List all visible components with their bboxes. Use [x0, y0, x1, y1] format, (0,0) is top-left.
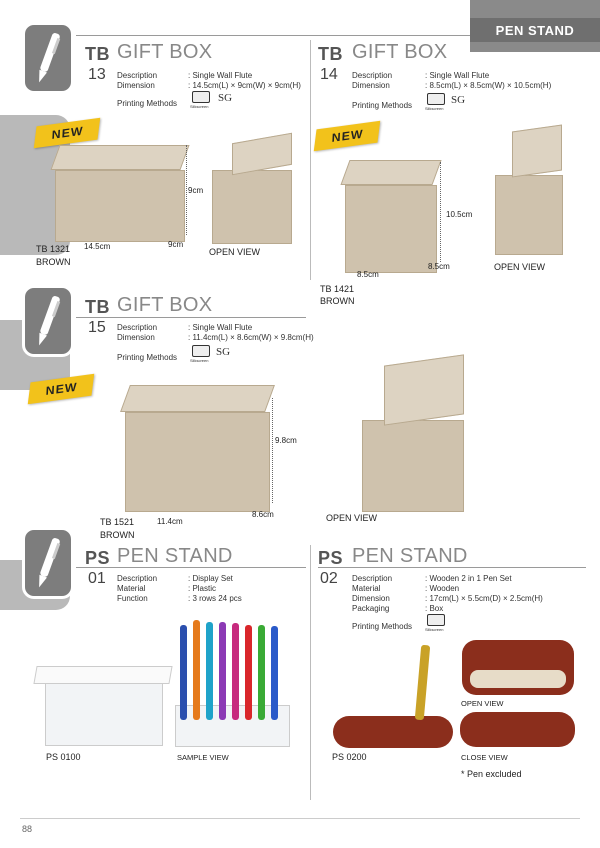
pen-icon: [22, 285, 74, 357]
packaging-value: : Box: [425, 604, 444, 613]
length-dim: 8.5cm: [357, 270, 379, 279]
closed-box-image: [125, 412, 270, 512]
product-number: 15: [88, 319, 106, 336]
height-dim: 9.8cm: [275, 436, 297, 445]
material-value: : Plastic: [188, 584, 217, 593]
open-view-label: OPEN VIEW: [326, 513, 378, 523]
desc-label: Description: [117, 323, 158, 332]
silkscreen-icon: [192, 345, 210, 357]
silkscreen-label: Silkscreen: [190, 104, 209, 109]
product-code: TB: [318, 44, 343, 64]
product-title: PEN STAND: [352, 545, 468, 567]
acrylic-stand-top: [33, 666, 172, 684]
pen-icon: [22, 527, 74, 599]
silkscreen-icon: [192, 91, 210, 103]
product-title: GIFT BOX: [117, 294, 213, 316]
column-divider: [310, 545, 311, 800]
sg-label: SG: [218, 92, 233, 104]
open-box-lid: [232, 133, 292, 176]
closed-box-image: [345, 185, 437, 273]
pen-navy: [271, 626, 278, 720]
pen-magenta: [232, 623, 239, 720]
desc-value: : Single Wall Flute: [425, 71, 490, 80]
pen-icon: [22, 22, 74, 94]
packaging-label: Packaging: [352, 604, 390, 613]
silkscreen-icon: [427, 93, 445, 105]
dim-value: : 14.5cm(L) × 9cm(W) × 9cm(H): [188, 81, 301, 90]
product-code: TB: [85, 297, 110, 317]
closed-case-image: [460, 712, 575, 747]
product-code: PS: [85, 548, 111, 568]
open-box-image: [495, 175, 563, 255]
model-code: TB 1321: [36, 244, 71, 254]
sample-view-label: SAMPLE VIEW: [177, 753, 229, 762]
material-label: Material: [117, 584, 146, 593]
divider: [318, 35, 470, 36]
dim-line: [272, 398, 273, 503]
product-title: GIFT BOX: [117, 41, 213, 63]
open-box-image: [212, 170, 292, 244]
pen-purple: [219, 622, 226, 720]
print-label: Printing Methods: [117, 99, 178, 108]
box-top: [120, 385, 275, 412]
desc-value: : Display Set: [188, 574, 233, 583]
dim-label: Dimension: [352, 594, 390, 603]
silkscreen-label: Silkscreen: [425, 106, 444, 111]
width-dim: 8.6cm: [252, 510, 274, 519]
desc-label: Description: [352, 574, 393, 583]
dim-label: Dimension: [117, 81, 155, 90]
page-number: 88: [22, 824, 33, 834]
width-dim: 9cm: [168, 240, 184, 249]
divider: [76, 317, 306, 318]
new-badge: NEW: [34, 118, 100, 148]
pen-red: [245, 625, 252, 720]
product-number: 02: [320, 570, 338, 587]
box-top: [50, 145, 189, 170]
length-dim: 14.5cm: [84, 242, 111, 251]
model-code: PS 0100: [46, 752, 81, 762]
header-banner-label: PEN STAND: [470, 18, 600, 42]
dim-value: : 8.5cm(L) × 8.5cm(W) × 10.5cm(H): [425, 81, 552, 90]
silkscreen-icon: [427, 614, 445, 626]
silkscreen-label: Silkscreen: [425, 627, 444, 632]
open-view-label: OPEN VIEW: [461, 699, 504, 708]
sg-label: SG: [216, 346, 231, 358]
pen-excluded-note: * Pen excluded: [461, 769, 522, 779]
model-code: PS 0200: [332, 752, 367, 762]
product-title: GIFT BOX: [352, 41, 448, 63]
pen-cyan: [206, 622, 213, 720]
height-dim: 10.5cm: [446, 210, 473, 219]
desc-label: Description: [117, 71, 158, 80]
model-color: BROWN: [36, 257, 71, 267]
dim-label: Dimension: [352, 81, 390, 90]
open-box-lid: [384, 354, 464, 425]
box-top: [340, 160, 441, 185]
height-dim: 9cm: [188, 186, 204, 195]
sg-label: SG: [451, 94, 466, 106]
print-label: Printing Methods: [352, 622, 413, 631]
new-badge: NEW: [28, 374, 94, 404]
new-badge: NEW: [314, 121, 380, 151]
dim-line: [186, 145, 187, 235]
product-number: 13: [88, 66, 106, 83]
pen-blue: [180, 625, 187, 720]
desc-value: : Wooden 2 in 1 Pen Set: [425, 574, 512, 583]
print-label: Printing Methods: [117, 353, 178, 362]
open-case-interior: [470, 670, 566, 688]
pen-orange: [193, 620, 200, 720]
model-code: TB 1521: [100, 517, 135, 527]
function-label: Function: [117, 594, 148, 603]
print-label: Printing Methods: [352, 101, 413, 110]
open-box-image: [362, 420, 464, 512]
desc-value: : Single Wall Flute: [188, 323, 253, 332]
model-code: TB 1421: [320, 284, 355, 294]
model-color: BROWN: [100, 530, 135, 540]
product-title: PEN STAND: [117, 545, 233, 567]
closed-box-image: [55, 170, 185, 242]
function-value: : 3 rows 24 pcs: [188, 594, 242, 603]
open-box-lid: [512, 124, 562, 177]
wooden-stand-image: [333, 716, 453, 748]
column-divider: [310, 40, 311, 280]
desc-label: Description: [352, 71, 393, 80]
desc-value: : Single Wall Flute: [188, 71, 253, 80]
dim-value: : 17cm(L) × 5.5cm(D) × 2.5cm(H): [425, 594, 543, 603]
close-view-label: CLOSE VIEW: [461, 753, 508, 762]
material-label: Material: [352, 584, 381, 593]
dim-line: [440, 162, 441, 262]
pen-green: [258, 625, 265, 720]
material-value: : Wooden: [425, 584, 460, 593]
product-code: TB: [85, 44, 110, 64]
product-number: 14: [320, 66, 338, 83]
dim-label: Dimension: [117, 333, 155, 342]
silkscreen-label: Silkscreen: [190, 358, 209, 363]
model-color: BROWN: [320, 296, 355, 306]
open-view-label: OPEN VIEW: [494, 262, 546, 272]
width-dim: 8.5cm: [428, 262, 450, 271]
gold-pen-image: [415, 645, 431, 720]
dim-value: : 11.4cm(L) × 8.6cm(W) × 9.8cm(H): [188, 333, 314, 342]
desc-label: Description: [117, 574, 158, 583]
footer-divider: [20, 818, 580, 819]
product-number: 01: [88, 570, 106, 587]
open-view-label: OPEN VIEW: [209, 247, 261, 257]
length-dim: 11.4cm: [157, 517, 183, 526]
product-code: PS: [318, 548, 344, 568]
